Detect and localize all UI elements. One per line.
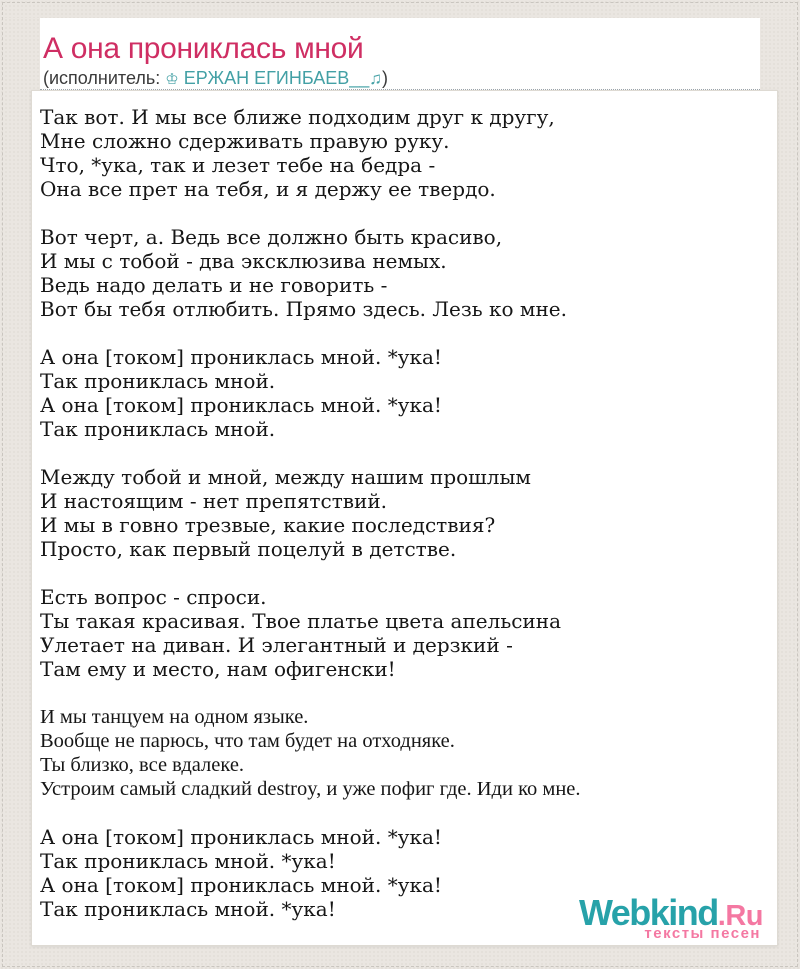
lyric-line: Так прониклась мной. *ука!: [40, 849, 336, 873]
performer-line: [43, 67, 760, 91]
logo-main-text: Webkind: [578, 892, 718, 933]
music-note-icon: ♫: [369, 69, 383, 88]
lyrics-stanza: [40, 585, 777, 681]
lyric-line: А она [током] прониклась мной. *ука!: [40, 825, 442, 849]
content-column: [40, 18, 763, 946]
lyric-line: Вот черт, а. Ведь все должно быть красиво,: [40, 225, 503, 249]
lyric-line: Там ему и место, нам офигенски!: [40, 657, 396, 681]
lyric-line: Просто, как первый поцелуй в детстве.: [40, 537, 457, 561]
lyric-line: Она все прет на тебя, и я держу ее твердо.: [40, 177, 496, 201]
performer-link[interactable]: [165, 68, 382, 88]
performer-name: ЕРЖАН ЕГИНБАЕВ__: [178, 68, 370, 88]
performer-label: (исполнитель:: [43, 68, 166, 88]
crown-icon: ♔: [165, 71, 179, 88]
logo-tld-text: .Ru: [717, 900, 763, 932]
lyric-line: И настоящим - нет препятствий.: [40, 489, 388, 513]
lyric-line: А она [током] прониклась мной. *ука!: [40, 393, 442, 417]
lyric-line: Есть вопрос - спроси.: [40, 585, 267, 609]
lyric-line: Так прониклась мной. *ука!: [40, 897, 336, 921]
lyric-line: И мы с тобой - два эксклюзива немых.: [40, 249, 447, 273]
lyric-line: Между тобой и мной, между нашим прошлым: [40, 465, 531, 489]
lyric-line: Устроим самый сладкий destroy, и уже пофиг где. Иди ко мне.: [40, 778, 581, 800]
lyric-line: Так прониклась мной.: [40, 417, 276, 441]
page-title: А она прониклась мной: [43, 32, 364, 65]
lyric-line: Так вот. И мы все ближе подходим друг к другу,: [40, 105, 555, 129]
lyric-line: Улетает на диван. И элегантный и дерзкий -: [40, 633, 513, 657]
lyrics-stanza: [40, 345, 777, 441]
webkind-logo[interactable]: [578, 892, 763, 942]
lyrics-stanza: [40, 705, 777, 801]
lyric-line: Ведь надо делать и не говорить -: [40, 273, 388, 297]
lyrics-stanza: [40, 105, 777, 201]
lyric-line: Ты такая красивая. Твое платье цвета апельсина: [40, 609, 561, 633]
lyrics-stanza: [40, 465, 777, 561]
lyric-line: Мне сложно сдерживать правую руку.: [40, 129, 450, 153]
lyrics-stanza: [40, 225, 777, 321]
lyric-line: Вообще не парюсь, что там будет на отходняке.: [40, 730, 455, 752]
lyric-line: Так прониклась мной.: [40, 369, 276, 393]
lyric-line: И мы танцуем на одном языке.: [40, 706, 309, 728]
lyric-line: Ты близко, все вдалеке.: [40, 754, 245, 776]
lyric-line: Что, *ука, так и лезет тебе на бедра -: [40, 153, 436, 177]
lyric-line: А она [током] прониклась мной. *ука!: [40, 345, 442, 369]
logo-tagline: тексты песен: [644, 925, 761, 942]
lyrics-sheet: [31, 90, 778, 946]
performer-suffix: ): [382, 68, 389, 88]
song-header: [40, 18, 760, 90]
lyric-line: Вот бы тебя отлюбить. Прямо здесь. Лезь ко мне.: [40, 297, 567, 321]
lyric-line: А она [током] прониклась мной. *ука!: [40, 873, 442, 897]
lyric-line: И мы в говно трезвые, какие последствия?: [40, 513, 496, 537]
